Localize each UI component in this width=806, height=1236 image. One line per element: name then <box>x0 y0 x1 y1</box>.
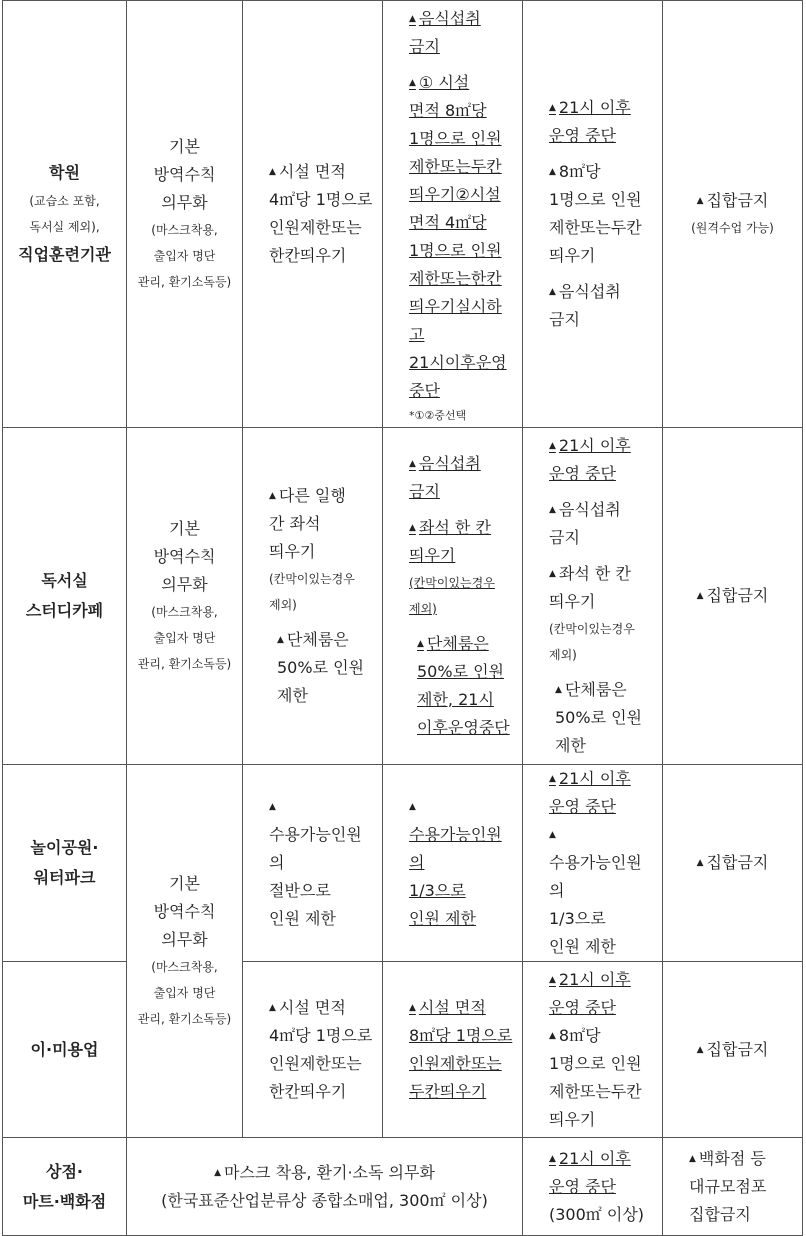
category-name: 스터디카페 <box>25 601 104 620</box>
table-row-store <box>3 1138 803 1236</box>
step25-cell: ▲ 21시 이후 운영 중단 ▲ 수용가능인원의 1/3으로 인원 제한 <box>523 765 663 962</box>
bullet-icon: ▲ <box>269 491 276 501</box>
step25-cell: ▲ 21시 이후 운영 중단 ▲ 음식섭취 금지 ▲ 좌석 한 칸 띄우기 (칸막이있는경우 제외) ▲ 단체룸은 50%로 인원 제한 <box>523 428 663 765</box>
basic-rules-cell: 기본 방역수칙 의무화 (마스크착용, 출입자 명단 관리, 환기소독등) <box>127 1 243 428</box>
bullet-icon: ▲ <box>409 14 416 24</box>
step2-cell: ▲ 수용가능인원의 1/3으로 인원 제한 <box>383 765 523 962</box>
bullet-icon: ▲ <box>269 1002 276 1013</box>
category-name: 이·미용업 <box>30 1039 99 1059</box>
category-cell <box>3 1138 127 1236</box>
bullet-icon: ▲ <box>549 830 556 840</box>
step3-cell: ▲ 집합금지 <box>663 962 803 1138</box>
step3-cell: ▲ 백화점 등 대규모점포 집합금지 <box>663 1138 803 1236</box>
bullet-icon: ▲ <box>549 1030 556 1041</box>
bullet-icon: ▲ <box>549 1153 556 1164</box>
bullet-icon: ▲ <box>417 639 424 649</box>
category-name: 상점· <box>46 1161 83 1181</box>
step2-cell: ▲ 음식섭취 금지 ▲ ① 시설 면적 8㎡당 1명으로 인원 제한또는두칸 띄우기②시설 면적 4㎡당 1명으로 인원 제한또는한칸 띄우기실시하고 21시이후운영 중단 *①②중선택 <box>383 1 523 428</box>
category-name: 놀이공원· <box>30 838 99 857</box>
bullet-icon: ▲ <box>549 167 556 177</box>
bullet-icon: ▲ <box>409 78 416 88</box>
category-name: 직업훈련기관 <box>18 245 111 264</box>
bullet-icon: ▲ <box>409 802 416 812</box>
step3-cell: ▲ 집합금지 <box>663 765 803 962</box>
step2-cell: ▲ 시설 면적 8㎡당 1명으로 인원제한또는 두칸띄우기 <box>383 962 523 1138</box>
step1-cell: ▲ 수용가능인원의 절반으로 인원 제한 <box>243 765 383 962</box>
bullet-icon: ▲ <box>549 569 556 579</box>
distancing-rules-table <box>2 0 803 1236</box>
footnote: *①②중선택 <box>409 409 467 422</box>
category-cell: 학원 (교습소 포함, 독서실 제외), 직업훈련기관 <box>3 1 127 428</box>
category-cell <box>3 962 127 1138</box>
step1-cell: ▲ 시설 면적 4㎡당 1명으로 인원제한또는 한칸띄우기 <box>243 1 383 428</box>
bullet-icon: ▲ <box>696 196 704 206</box>
bullet-icon: ▲ <box>696 858 704 868</box>
bullet-icon: ▲ <box>409 459 416 469</box>
step2-cell: ▲ 음식섭취 금지 ▲ 좌석 한 칸 띄우기 (칸막이있는경우 제외) ▲ 단체룸은 50%로 인원 제한, 21시 이후운영중단 <box>383 428 523 765</box>
bullet-icon: ▲ <box>696 591 704 601</box>
step25-cell: ▲ 21시 이후 운영 중단 ▲ 8㎡당 1명으로 인원 제한또는두칸 띄우기 ▲ 음식섭취 금지 <box>523 1 663 428</box>
bullet-icon: ▲ <box>549 774 556 784</box>
bullet-icon: ▲ <box>269 802 276 812</box>
step25-cell: ▲ 21시 이후 운영 중단 ▲ 8㎡당 1명으로 인원 제한또는두칸 띄우기 <box>523 962 663 1138</box>
bullet-icon: ▲ <box>689 1153 696 1164</box>
bullet-icon: ▲ <box>277 635 284 645</box>
category-cell <box>3 428 127 765</box>
table-row-reading-room <box>3 428 803 765</box>
step1-cell: ▲ 시설 면적 4㎡당 1명으로 인원제한또는 한칸띄우기 <box>243 962 383 1138</box>
bullet-icon: ▲ <box>549 441 556 451</box>
table-row-amusement-park <box>3 765 803 962</box>
table-row-beauty-salon <box>3 962 803 1138</box>
category-name: 마트·백화점 <box>22 1191 107 1211</box>
step3-cell: ▲ 집합금지 (원격수업 가능) <box>663 1 803 428</box>
bullet-icon: ▲ <box>214 1167 221 1178</box>
bullet-icon: ▲ <box>555 685 562 695</box>
bullet-icon: ▲ <box>409 1002 416 1013</box>
basic-rules-cell: 기본 방역수칙 의무화 (마스크착용, 출입자 명단 관리, 환기소독등) <box>127 765 243 1138</box>
step1-cell: ▲ 다른 일행 간 좌석 띄우기 (칸막이있는경우 제외) ▲ 단체룸은 50%로 인원 제한 <box>243 428 383 765</box>
bullet-icon: ▲ <box>409 523 416 533</box>
bullet-icon: ▲ <box>549 505 556 515</box>
category-name: 워터파크 <box>33 868 96 887</box>
category-name: 학원 <box>49 163 80 182</box>
category-cell <box>3 765 127 962</box>
bullet-icon: ▲ <box>269 167 276 177</box>
step25-cell: ▲ 21시 이후 운영 중단 (300㎡ 이상) <box>523 1138 663 1236</box>
bullet-icon: ▲ <box>549 974 556 985</box>
bullet-icon: ▲ <box>549 103 556 113</box>
step3-cell: ▲ 집합금지 <box>663 428 803 765</box>
bullet-icon: ▲ <box>696 1044 704 1055</box>
table-row-academy <box>3 1 803 428</box>
category-name: 독서실 <box>41 571 88 590</box>
basic-rules-cell: 기본 방역수칙 의무화 (마스크착용, 출입자 명단 관리, 환기소독등) <box>127 428 243 765</box>
bullet-icon: ▲ <box>549 287 556 297</box>
merged-rules-cell: ▲ 마스크 착용, 환기·소독 의무화 (한국표준산업분류상 종합소매업, 300㎡ 이상) <box>127 1138 523 1236</box>
